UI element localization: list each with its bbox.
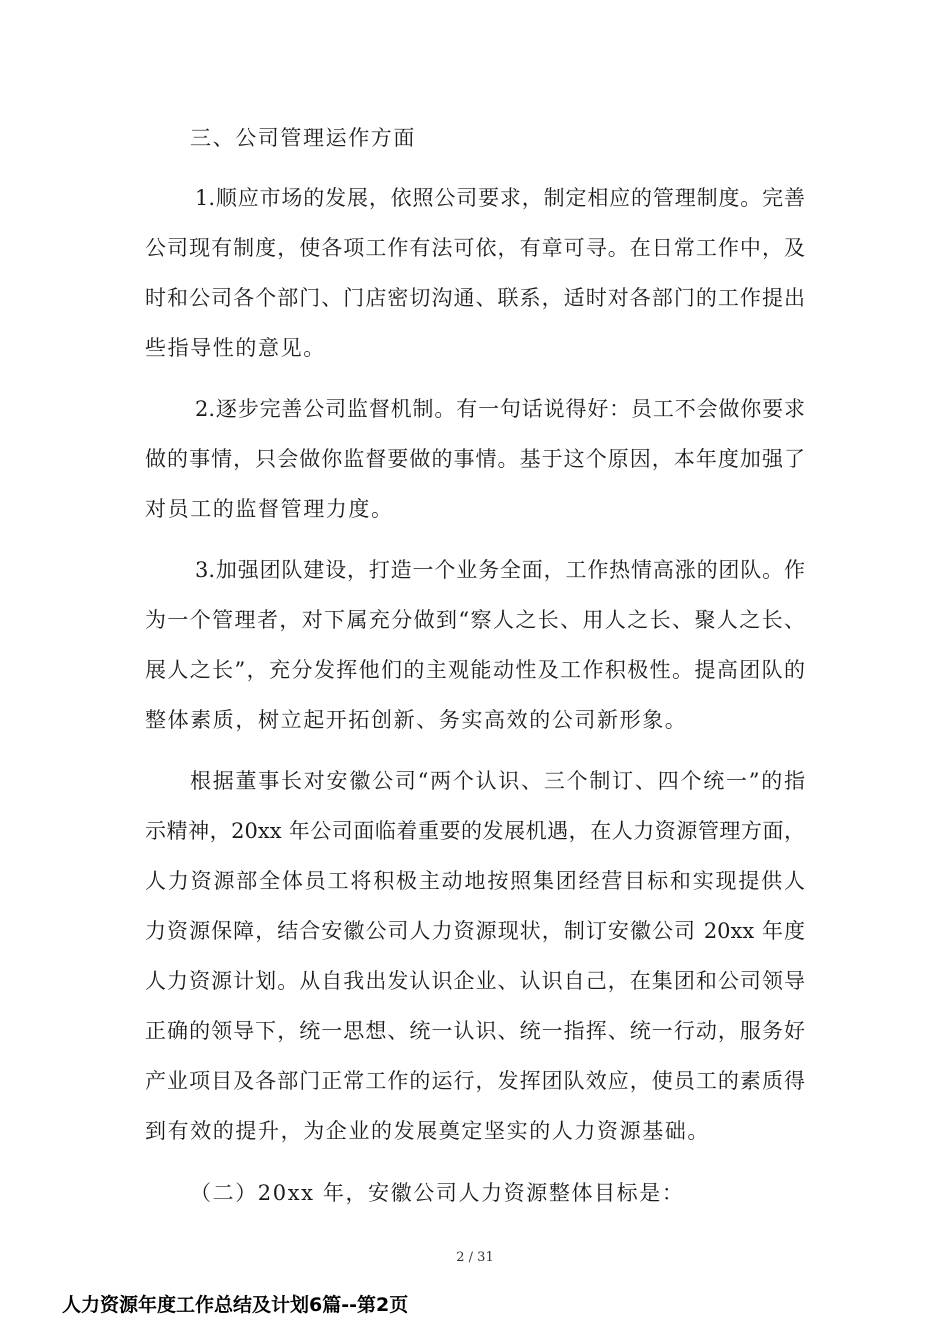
paragraph-4-line-3: 人力资源部全体员工将积极主动地按照集团经营目标和实现提供人 [145,869,805,893]
section-heading: 三、公司管理运作方面 [190,126,416,150]
subsection-heading: （二）20xx 年，安徽公司人力资源整体目标是： [190,1181,685,1205]
paragraph-4-line-1: 根据董事长对安徽公司“两个认识、三个制订、四个统一”的指 [190,769,805,793]
paragraph-4-line-5: 人力资源计划。从自我出发认识企业、认识自己，在集团和公司领导 [145,969,805,993]
paragraph-2-line-1: 2.逐步完善公司监督机制。有一句话说得好：员工不会做你要求 [195,397,805,421]
paragraph-2-line-2: 做的事情，只会做你监督要做的事情。基于这个原因，本年度加强了 [145,447,805,471]
paragraph-4-line-8: 到有效的提升，为企业的发展奠定坚实的人力资源基础。 [145,1119,710,1143]
paragraph-1-line-2: 公司现有制度，使各项工作有法可依，有章可寻。在日常工作中，及 [145,236,805,260]
paragraph-1-line-3: 时和公司各个部门、门店密切沟通、联系，适时对各部门的工作提出 [145,286,805,310]
paragraph-4-line-6: 正确的领导下，统一思想、统一认识、统一指挥、统一行动，服务好 [145,1019,805,1043]
paragraph-3-line-2: 为一个管理者，对下属充分做到“察人之长、用人之长、聚人之长、 [145,608,805,632]
paragraph-1-line-4: 些指导性的意见。 [145,336,326,360]
page-number: 2 / 31 [456,1250,494,1265]
paragraph-3-line-1: 3.加强团队建设，打造一个业务全面，工作热情高涨的团队。作 [195,558,805,582]
paragraph-4-line-7: 产业项目及各部门正常工作的运行，发挥团队效应，使员工的素质得 [145,1069,805,1093]
paragraph-3-line-3: 展人之长”，充分发挥他们的主观能动性及工作积极性。提高团队的 [145,658,805,682]
paragraph-4-line-4: 力资源保障，结合安徽公司人力资源现状，制订安徽公司 20xx 年度 [145,919,805,943]
paragraph-1-line-1: 1.顺应市场的发展，依照公司要求，制定相应的管理制度。完善 [195,186,805,210]
paragraph-3-line-4: 整体素质，树立起开拓创新、务实高效的公司新形象。 [145,708,688,732]
footer-document-title: 人力资源年度工作总结及计划6篇--第2页 [62,1294,409,1316]
paragraph-2-line-3: 对员工的监督管理力度。 [145,497,394,521]
paragraph-4-line-2: 示精神，20xx 年公司面临着重要的发展机遇，在人力资源管理方面， [145,819,805,843]
